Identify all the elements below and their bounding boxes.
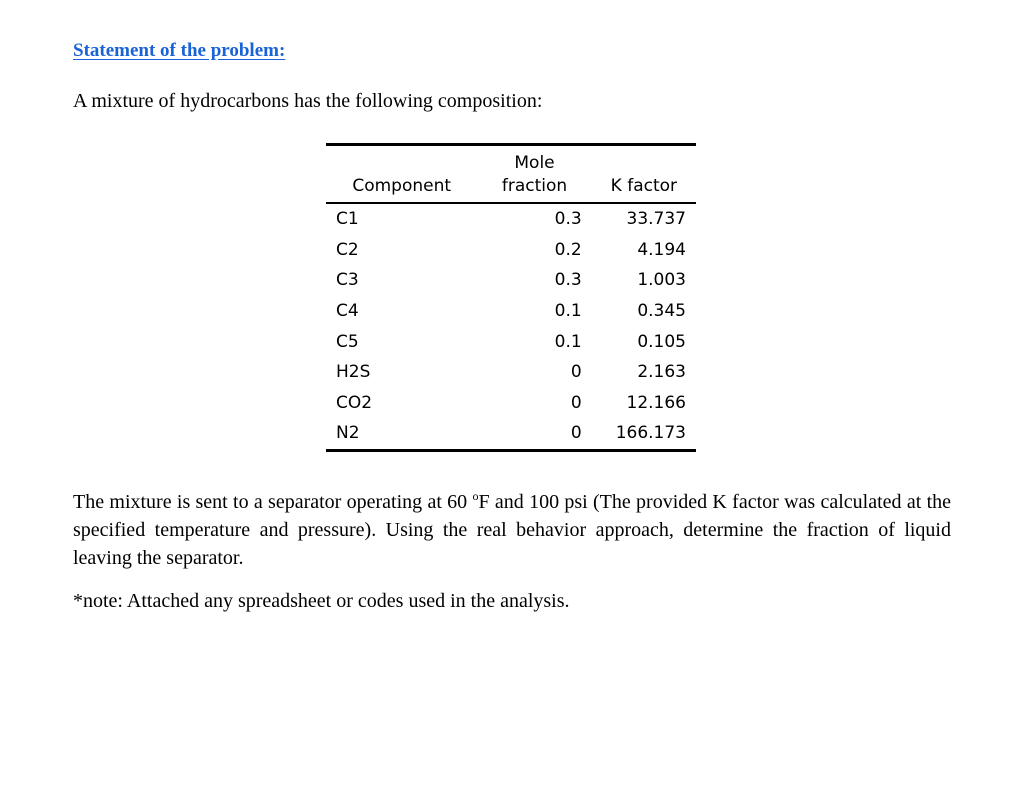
header-blank	[592, 145, 696, 177]
cell-component: H2S	[336, 362, 371, 383]
cell-k-factor: 1.003	[637, 270, 686, 291]
cell-mole-fraction: 0	[570, 362, 582, 383]
cell-mole-fraction: 0	[570, 423, 582, 444]
header-kfactor: K factor	[592, 176, 696, 203]
cell-k-factor: 0.345	[637, 301, 686, 322]
table-row	[326, 235, 696, 266]
cell-k-factor: 166.173	[615, 423, 686, 444]
header-mole-line1: Mole	[514, 153, 555, 173]
cell-component: C5	[336, 331, 359, 352]
cell-k-factor: 12.166	[626, 392, 686, 413]
cell-component: C3	[336, 270, 359, 291]
cell-k-factor: 2.163	[637, 362, 686, 383]
table-row	[326, 265, 696, 296]
cell-mole-fraction: 0	[570, 392, 582, 413]
table-row	[326, 203, 696, 235]
problem-paragraph	[73, 482, 951, 572]
header-mole-line2: fraction	[477, 176, 591, 203]
cell-mole-fraction: 0.1	[554, 301, 582, 322]
cell-k-factor: 0.105	[637, 331, 686, 352]
problem-heading: Statement of the problem:	[73, 40, 286, 61]
cell-mole-fraction: 0.3	[554, 209, 582, 230]
table-header-row	[326, 176, 696, 203]
header-blank	[326, 145, 477, 177]
cell-k-factor: 4.194	[637, 239, 686, 260]
table-row	[326, 388, 696, 419]
header-component: Component	[326, 176, 477, 203]
cell-component: CO2	[336, 392, 373, 413]
cell-component: C2	[336, 239, 359, 260]
table-row	[326, 296, 696, 327]
paragraph-part2: F and 100 psi (The provided K factor was calculated at the specified temperature and pressure). Using the real behavior approach, determine the fraction of liquid leaving the separator.	[73, 491, 951, 569]
cell-mole-fraction: 0.3	[554, 270, 582, 291]
cell-component: C4	[336, 301, 359, 322]
paragraph-part1: The mixture is sent to a separator operating at 60	[73, 491, 473, 513]
cell-component: C1	[336, 209, 359, 230]
cell-k-factor: 33.737	[626, 209, 686, 230]
cell-mole-fraction: 0.2	[554, 239, 582, 260]
table-row	[326, 326, 696, 357]
table-row	[326, 357, 696, 388]
degree-superscript: o	[472, 489, 479, 503]
composition-table	[326, 143, 696, 452]
intro-text: A mixture of hydrocarbons has the following composition:	[73, 90, 543, 112]
cell-component: N2	[336, 423, 360, 444]
table-row	[326, 418, 696, 450]
table-header-row-top	[326, 145, 696, 177]
note-text: *note: Attached any spreadsheet or codes used in the analysis.	[73, 590, 570, 612]
cell-mole-fraction: 0.1	[554, 331, 582, 352]
